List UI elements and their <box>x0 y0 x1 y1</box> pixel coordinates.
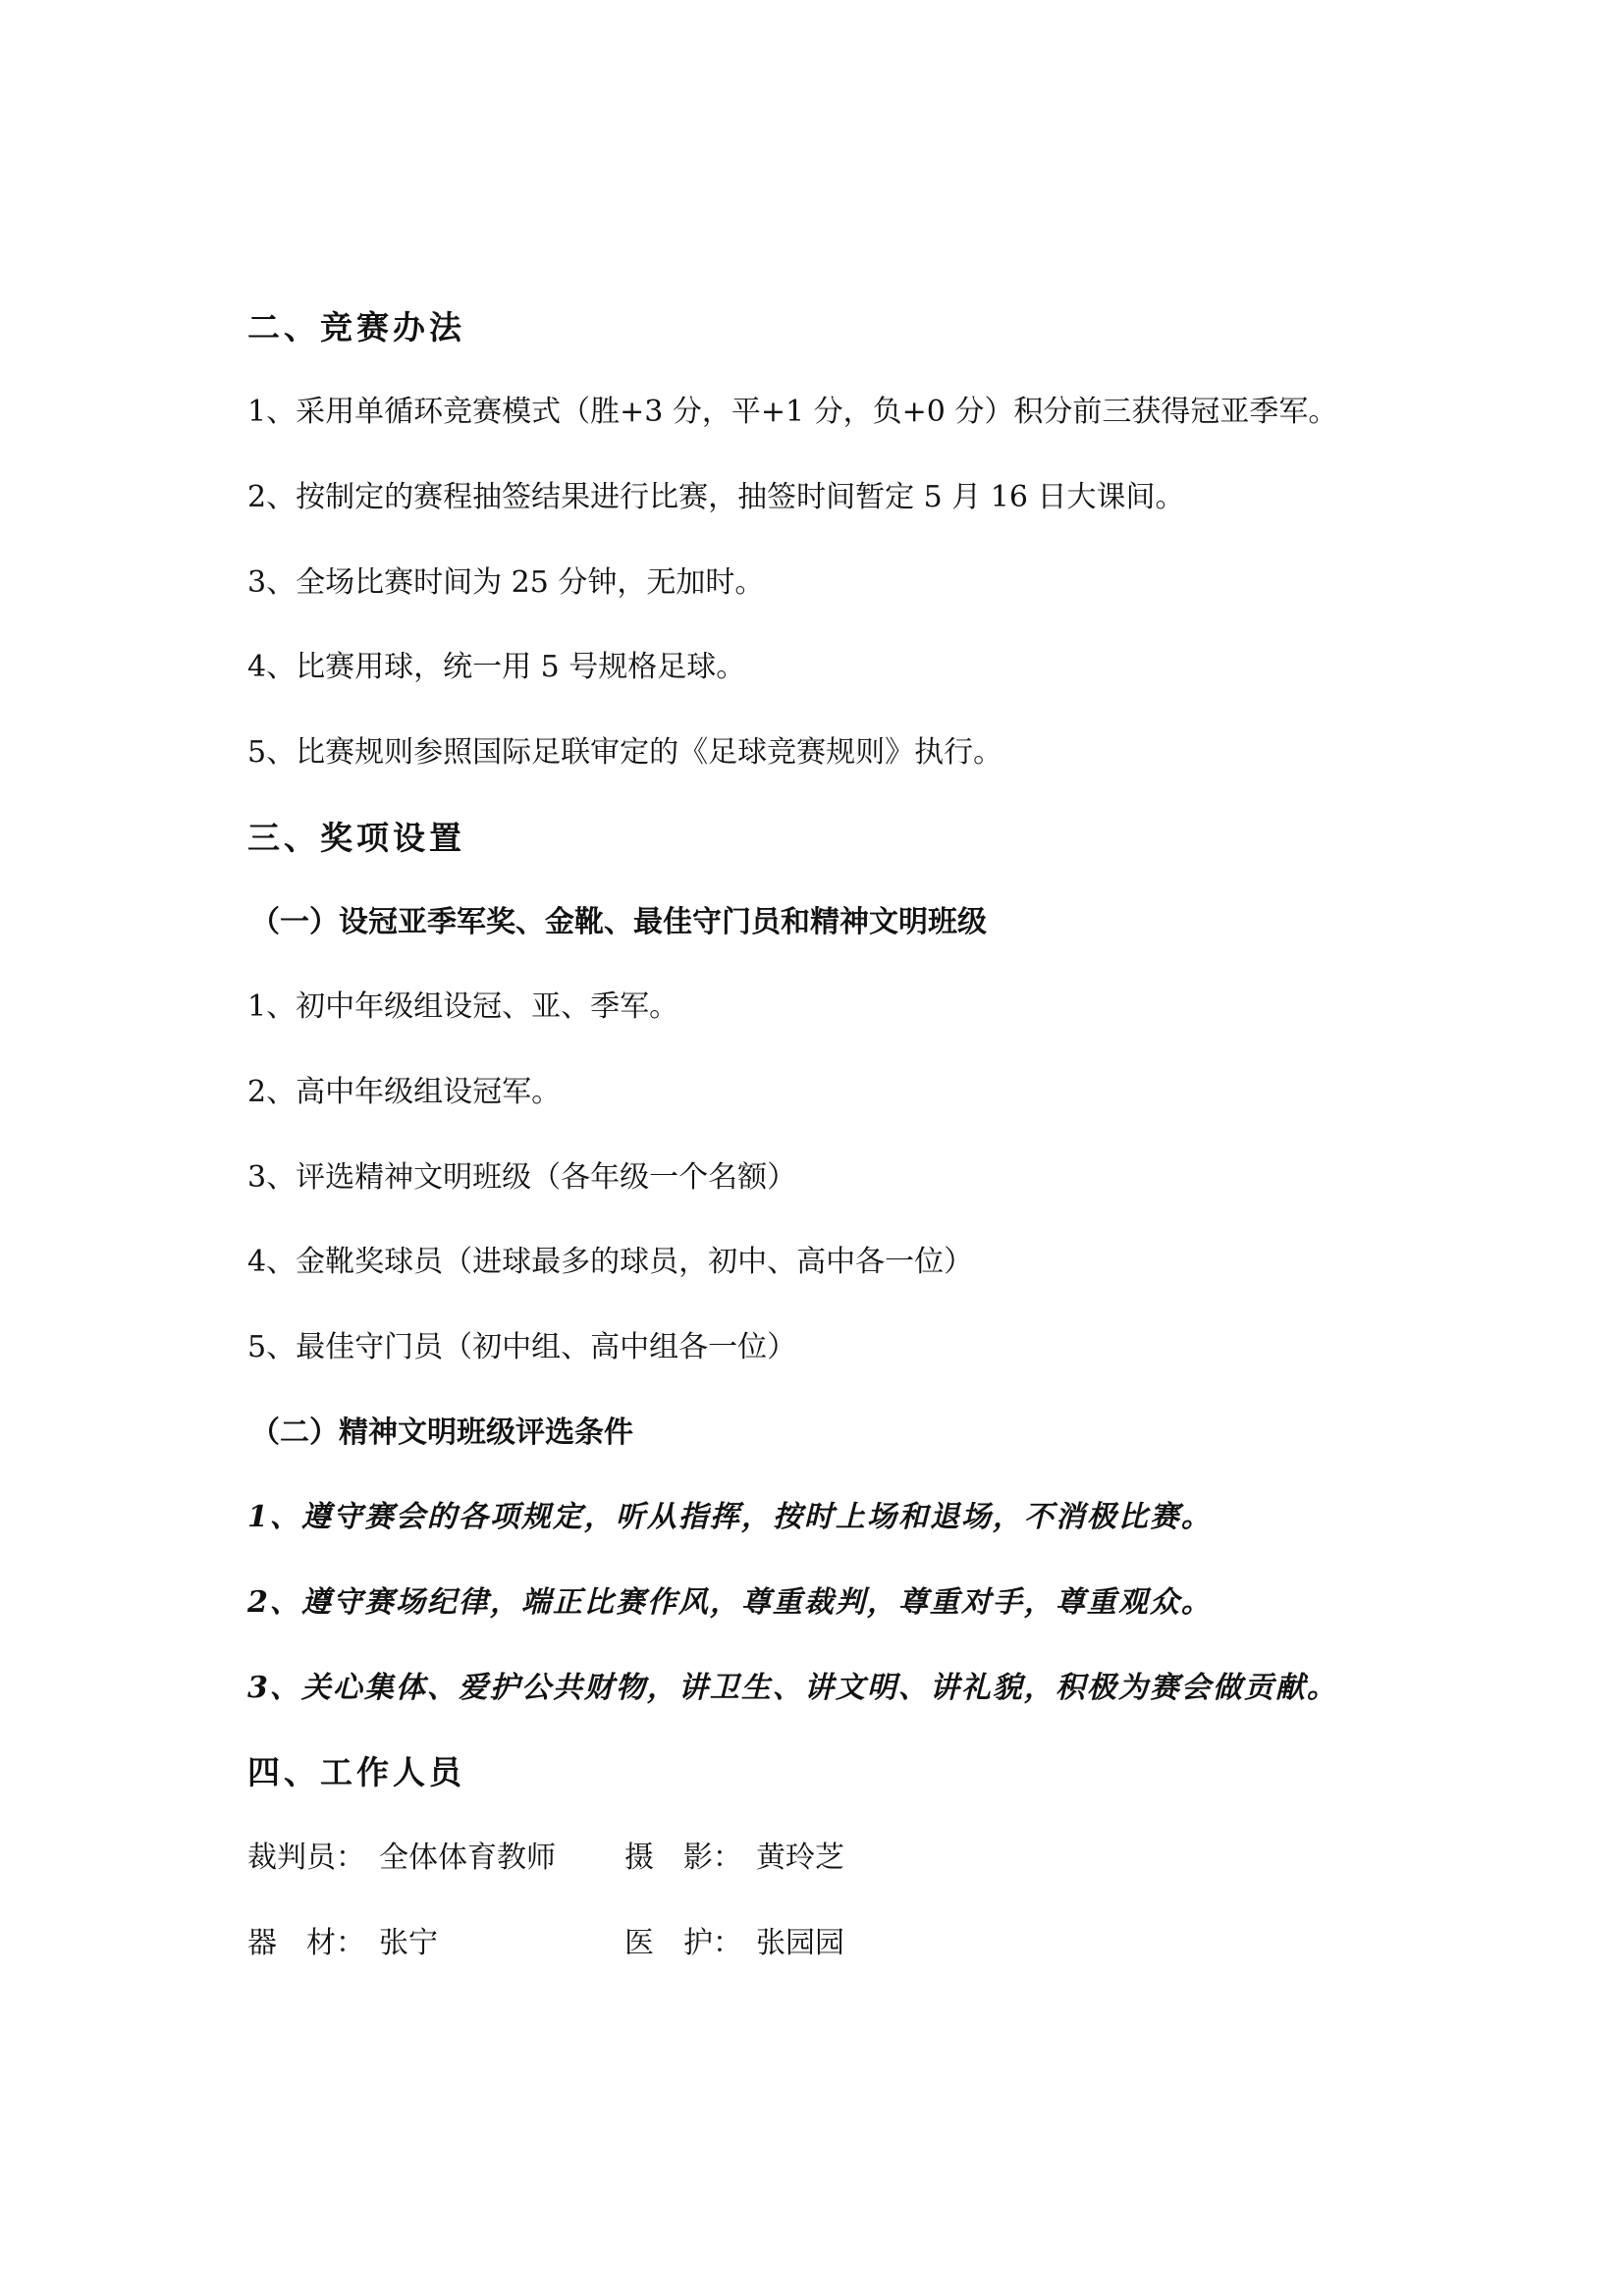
competition-rule-item: 1、采用单循环竞赛模式（胜+3 分，平+1 分，负+0 分）积分前三获得冠亚季军。 <box>247 395 1338 429</box>
staff-label: 医 护： <box>624 1926 742 1960</box>
staff-label: 器 材： <box>247 1926 365 1960</box>
competition-rule-item: 2、按制定的赛程抽签结果进行比赛，抽签时间暂定 5 月 16 日大课间。 <box>247 480 1185 514</box>
competition-rule-item: 4、比赛用球，统一用 5 号规格足球。 <box>247 650 746 684</box>
subsection-heading-award-types: （一）设冠亚季军奖、金靴、最佳守门员和精神文明班级 <box>250 905 987 939</box>
staff-value: 张宁 <box>379 1926 438 1960</box>
award-item: 5、最佳守门员（初中组、高中组各一位） <box>247 1330 797 1364</box>
subsection-heading-civilized-class-criteria: （二）精神文明班级评选条件 <box>250 1415 633 1450</box>
criteria-item: 3、关心集体、爱护公共财物，讲卫生、讲文明、讲礼貌，积极为赛会做贡献。 <box>247 1671 1338 1705</box>
criteria-item: 1、遵守赛会的各项规定，听从指挥，按时上场和退场，不消极比赛。 <box>247 1500 1213 1534</box>
staff-label: 摄 影： <box>624 1841 742 1875</box>
section-heading-awards: 三、奖项设置 <box>247 819 465 857</box>
competition-rule-item: 5、比赛规则参照国际足联审定的《足球竞赛规则》执行。 <box>247 735 1003 770</box>
staff-value: 黄玲芝 <box>756 1841 844 1875</box>
award-item: 4、金靴奖球员（进球最多的球员，初中、高中各一位） <box>247 1245 974 1279</box>
award-item: 1、初中年级组设冠、亚、季军。 <box>247 989 679 1024</box>
award-item: 3、评选精神文明班级（各年级一个名额） <box>247 1160 797 1195</box>
staff-label: 裁判员： <box>247 1841 365 1875</box>
criteria-item: 2、遵守赛场纪律，端正比赛作风，尊重裁判，尊重对手，尊重观众。 <box>247 1585 1213 1620</box>
section-heading-competition-method: 二、竞赛办法 <box>247 308 465 347</box>
staff-value: 张园园 <box>756 1926 844 1960</box>
award-item: 2、高中年级组设冠军。 <box>247 1075 562 1109</box>
competition-rule-item: 3、全场比赛时间为 25 分钟，无加时。 <box>247 565 765 600</box>
staff-value: 全体体育教师 <box>379 1841 556 1875</box>
section-heading-staff: 四、工作人员 <box>247 1753 465 1791</box>
